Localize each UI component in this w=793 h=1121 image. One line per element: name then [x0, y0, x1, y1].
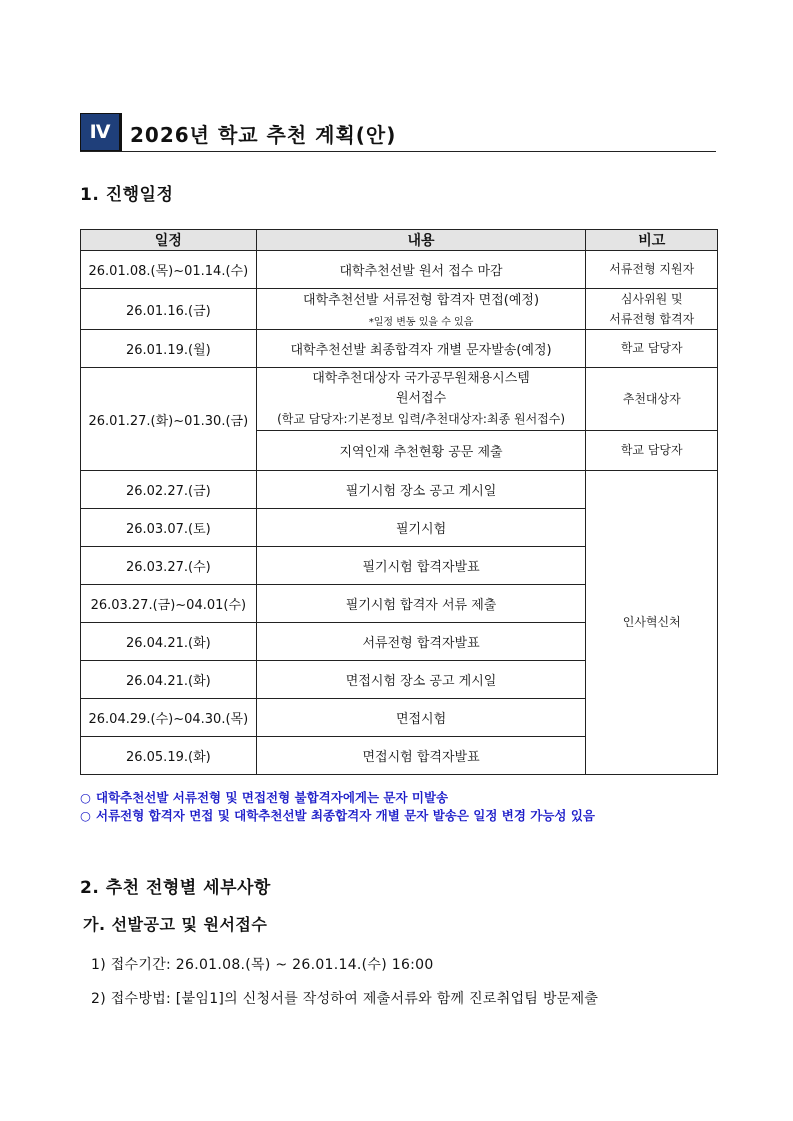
cell-date: 26.05.19.(화): [81, 737, 257, 775]
cell-content: [256, 289, 586, 330]
cell-note-line: 심사위원 및: [620, 292, 683, 306]
cell-date: 26.01.08.(목)~01.14.(수): [81, 251, 257, 289]
schedule-table: [80, 229, 718, 775]
cell-content-line: (학교 담당자:기본정보 입력/추천대상자:최종 원서접수): [277, 412, 566, 426]
cell-date: 26.04.29.(수)~04.30.(목): [81, 699, 257, 737]
circle-bullet-icon: ○: [80, 790, 91, 805]
list-item: 1) 접수기간: 26.01.08.(목) ~ 26.01.14.(수) 16:00: [91, 957, 434, 973]
table-row: [81, 471, 718, 509]
cell-content: 지역인재 추천현황 공문 제출: [256, 431, 586, 471]
cell-note-line: 서류전형 합격자: [609, 312, 695, 326]
cell-content: 필기시험 합격자 서류 제출: [256, 585, 586, 623]
cell-note: 서류전형 지원자: [586, 251, 718, 289]
cell-date: 26.04.21.(화): [81, 661, 257, 699]
heading-details: 2. 추천 전형별 세부사항: [80, 878, 271, 898]
cell-note: [586, 289, 718, 330]
cell-content-line: 대학추천대상자 국가공무원채용시스템: [312, 371, 530, 386]
cell-note: 학교 담당자: [586, 330, 718, 368]
header-date: 일정: [81, 230, 257, 251]
cell-content-main: 대학추천선발 서류전형 합격자 면접(예정): [303, 292, 540, 308]
cell-content: 대학추천선발 최종합격자 개별 문자발송(예정): [256, 330, 586, 368]
cell-content: 면접시험: [256, 699, 586, 737]
section-number-divider: [120, 113, 122, 151]
header-content: 내용: [256, 230, 586, 251]
cell-content: 필기시험: [256, 509, 586, 547]
header-note: 비고: [586, 230, 718, 251]
cell-date: 26.01.27.(화)~01.30.(금): [81, 368, 257, 471]
cell-content: 면접시험 장소 공고 게시일: [256, 661, 586, 699]
cell-date: 26.02.27.(금): [81, 471, 257, 509]
note-text: 대학추천선발 서류전형 및 면접전형 불합격자에게는 문자 미발송: [96, 790, 449, 805]
cell-content: 필기시험 합격자발표: [256, 547, 586, 585]
cell-date: 26.03.27.(금)~04.01(수): [81, 585, 257, 623]
subheading-recruitment: 가. 선발공고 및 원서접수: [83, 915, 268, 934]
schedule-notes: [80, 789, 595, 825]
section-header: [80, 113, 716, 152]
note-item: [80, 807, 595, 825]
table-header-row: [81, 230, 718, 251]
cell-date: 26.03.07.(토): [81, 509, 257, 547]
section-title: 2026년 학교 추천 계획(안): [130, 123, 397, 147]
cell-content-sub: *일정 변동 있을 수 있음: [368, 316, 474, 328]
cell-content: 필기시험 장소 공고 게시일: [256, 471, 586, 509]
cell-date: 26.01.16.(금): [81, 289, 257, 330]
cell-date: 26.01.19.(월): [81, 330, 257, 368]
note-item: [80, 789, 595, 807]
heading-schedule: 1. 진행일정: [80, 185, 174, 205]
cell-date: 26.04.21.(화): [81, 623, 257, 661]
cell-note: 학교 담당자: [586, 431, 718, 471]
section-number-badge: Ⅳ: [80, 113, 120, 151]
table-row: [81, 368, 718, 431]
cell-note: 추천대상자: [586, 368, 718, 431]
cell-content: [256, 368, 586, 431]
table-row: [81, 330, 718, 368]
cell-note-merged: 인사혁신처: [586, 471, 718, 775]
cell-content: 서류전형 합격자발표: [256, 623, 586, 661]
table-row: [81, 251, 718, 289]
cell-content: 대학추천선발 원서 접수 마감: [256, 251, 586, 289]
note-text: 서류전형 합격자 면접 및 대학추천선발 최종합격자 개별 문자 발송은 일정 변경 가능성 있음: [96, 808, 595, 823]
cell-content: 면접시험 합격자발표: [256, 737, 586, 775]
table-row: [81, 289, 718, 330]
list-item: 2) 접수방법: [붙임1]의 신청서를 작성하여 제출서류와 함께 진로취업팀 방문제출: [91, 991, 599, 1007]
cell-date: 26.03.27.(수): [81, 547, 257, 585]
circle-bullet-icon: ○: [80, 808, 91, 823]
cell-content-line: 원서접수: [395, 391, 447, 406]
